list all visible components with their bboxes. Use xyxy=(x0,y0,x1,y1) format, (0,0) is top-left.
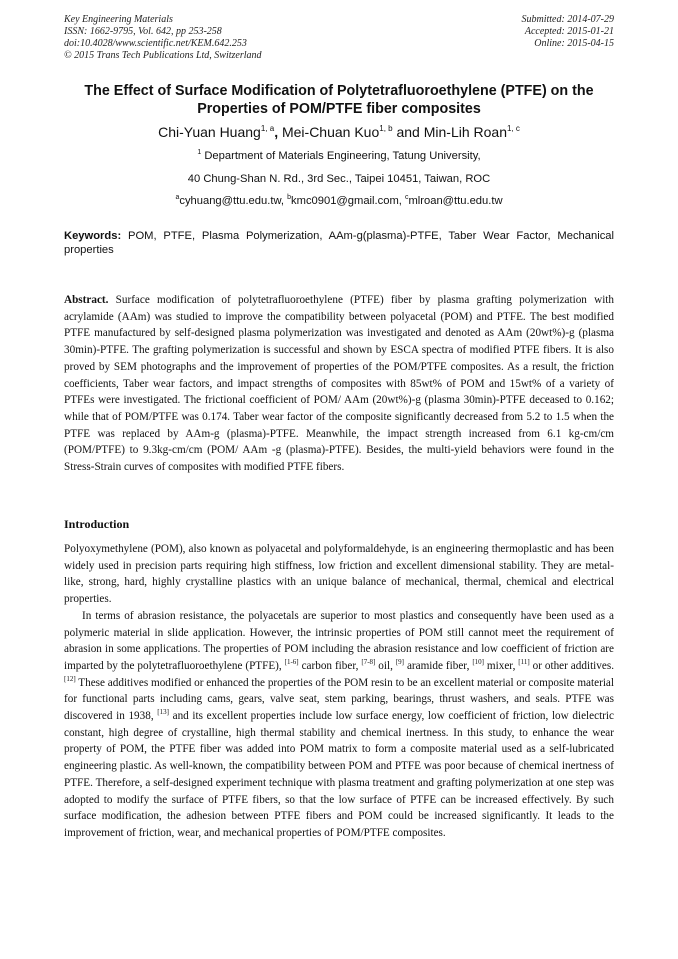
copyright-line: © 2015 Trans Tech Publications Ltd, Switzerland xyxy=(64,50,262,61)
author-name: Chi-Yuan Huang xyxy=(158,124,261,140)
author-sup: 1, c xyxy=(507,124,520,133)
submitted-date: Submitted: 2014-07-29 xyxy=(521,14,614,25)
journal-name: Key Engineering Materials xyxy=(64,14,173,25)
abstract-block xyxy=(64,292,614,476)
intro-text-run: oil, xyxy=(375,659,396,672)
email-sup: a xyxy=(175,194,180,201)
citation-ref[interactable]: [10] xyxy=(472,657,484,666)
affiliation-line-1 xyxy=(50,149,628,163)
citation-ref[interactable]: [7-8] xyxy=(361,657,376,666)
author-name: Mei-Chuan Kuo xyxy=(281,124,380,140)
introduction-heading: Introduction xyxy=(64,517,130,531)
keywords-label: Keywords: xyxy=(64,230,122,242)
intro-text-run: or other additives. xyxy=(529,659,614,672)
paper-title: The Effect of Surface Modification of Polytetrafluoroethylene (PTFE) on the Properties of POM/PTFE fiber composites xyxy=(84,83,594,117)
email-link[interactable]: cyhuang@ttu.edu.tw xyxy=(179,195,281,207)
accepted-date: Accepted: 2015-01-21 xyxy=(524,26,614,37)
citation-ref[interactable]: [9] xyxy=(395,657,405,666)
author-sup: 1, a xyxy=(260,124,275,133)
email-link[interactable]: kmc0901@gmail.com xyxy=(291,195,399,207)
author-name: Min-Lih Roan xyxy=(423,124,507,140)
intro-paragraph-1: Polyoxymethylene (POM), also known as polyacetal and polyformaldehyde, is an engineering thermoplastic and has been widely used in precision parts requiring high stiffness, low friction and excellent dimensional stability. They are metal-like, strong, hard, highly crystalline plastics with an unique balance of mechanical, thermal, chemical and electrical properties. xyxy=(64,543,614,606)
submission-dates xyxy=(394,14,614,50)
doi-link[interactable]: doi:10.4028/www.scientific.net/KEM.642.253 xyxy=(64,38,247,49)
abstract-label: Abstract. xyxy=(64,294,109,306)
citation-ref[interactable]: [12] xyxy=(64,674,76,683)
author-sup: 1, b xyxy=(379,124,393,133)
citation-ref[interactable]: [13] xyxy=(157,708,169,717)
email-link[interactable]: mlroan@ttu.edu.tw xyxy=(408,195,503,207)
introduction-body xyxy=(64,541,614,842)
affiliation-text: Department of Materials Engineering, Tatung University, xyxy=(204,150,481,162)
email-sup: c xyxy=(404,194,409,201)
citation-ref[interactable]: [1-6] xyxy=(284,657,299,666)
intro-text-run: carbon fiber, xyxy=(298,659,362,672)
intro-text-run: aramide fiber, xyxy=(404,659,473,672)
keywords-text: POM, PTFE, Plasma Polymerization, AAm-g(plasma)-PTFE, Taber Wear Factor, Mechanical properties xyxy=(64,230,615,256)
intro-text-run: mixer, xyxy=(483,659,519,672)
email-sup: b xyxy=(287,194,292,201)
intro-text-run: In terms of abrasion resistance, the polyacetals are superior to most plastics and consequently have been used as a polymeric material in slide application. However, the intrinsic properties of POM still cannot meet the requirement of abrasion in some applications. The properties of POM including the abrasion resistance and low coefficient of friction are imparted by the polytetrafluoroethylene (PTFE), xyxy=(64,609,614,672)
online-date: Online: 2015-04-15 xyxy=(534,38,614,49)
intro-paragraph-2 xyxy=(64,608,614,842)
citation-ref[interactable]: [11] xyxy=(518,657,530,666)
keywords-block xyxy=(64,229,614,257)
abstract-text: Surface modification of polytetrafluoroethylene (PTFE) fiber by plasma grafting polymerization with acrylamide (AAm) was studied to improve the compatibility between polyacetal (POM) and PTFE. The best modified PTFE manufactured by self-designed plasma polymerization was investigated and denoted as AAm (20wt%)-g (plasma 30min)-PTFE. The grafting polymerization is successful and shown by ESCA spectra of modified PTFE fibers. It is also proved by SEM photographs and the improvement of properties of the POM/PTFE composites. As a result, the friction coefficients, Taber wear factors, and impact strengths of composites with 85wt% of POM and 15wt% of a variety of PTFEs were investigated. The frictional coefficient of POM/ AAm (20wt%)-g (plasma 30min)-PTFE deceased to 0.162; while that of POM/PTFE was 0.174. Taber wear factor of the composite significantly decreased from 5.2 to 1.5 when the PTFE was replaced by AAm-g (plasma)-PTFE. Meanwhile, the impact strength increased from 6.1 kg-cm/cm (POM/PTFE) to 9.3kg-cm/cm (POM/ AAm -g (plasma)-PTFE). Besides, the multi-yield behaviors were found in the Stress-Strain curves of composites with modified PTFE fibers. xyxy=(64,294,615,474)
author-list: Chi-Yuan Huang$^{1, a}$, Mei-Chuan Kuo$^{1, b}$ and Min-Lih Roan$^{1, c}$ xyxy=(158,124,520,140)
affiliation-sup: 1 xyxy=(197,149,202,156)
issn-line: ISSN: 1662-9795, Vol. 642, pp 253-258 xyxy=(64,26,222,37)
journal-info xyxy=(64,14,394,62)
email-list: $^a$cyhuang@ttu.edu.tw, $^b$kmc0901@gmail.com, $^c$mlroan@ttu.edu.tw xyxy=(175,194,503,207)
intro-text-run: These additives modified or enhanced the properties of the POM resin to be an excellent material or composite material for functional parts including cams, gears, valve seat, stem parking, bearings, thrust washers, and seals. PTFE was discovered in 1938, xyxy=(64,676,614,723)
affiliation-line-2: 40 Chung-Shan N. Rd., 3rd Sec., Taipei 10451, Taiwan, ROC xyxy=(187,173,491,185)
intro-text-run: and its excellent properties include low surface energy, low coefficient of friction, low dielectric constant, high degree of crystalline, high thermal stability and chemical inertness. In this study, to enhance the wear property of POM, the PTFE fiber was added into POM matrix to form a composite material used as a self-lubricated engineering plastic. As well-known, the compatibility between POM and PTFE was poor because of chemical inertness of PTFE. Therefore, a self-designed experiment technique with plasma treatment and grafting polymerization at one step was adopted to modify the surface of PTFE fibers, so that the low surface of PTFE can be increased effectively. By such surface modification, the adhesion between PTFE fibers and POM could be increased significantly. It leads to the improvement of friction, wear, and mechanical properties of POM/PTFE composites. xyxy=(64,710,614,839)
